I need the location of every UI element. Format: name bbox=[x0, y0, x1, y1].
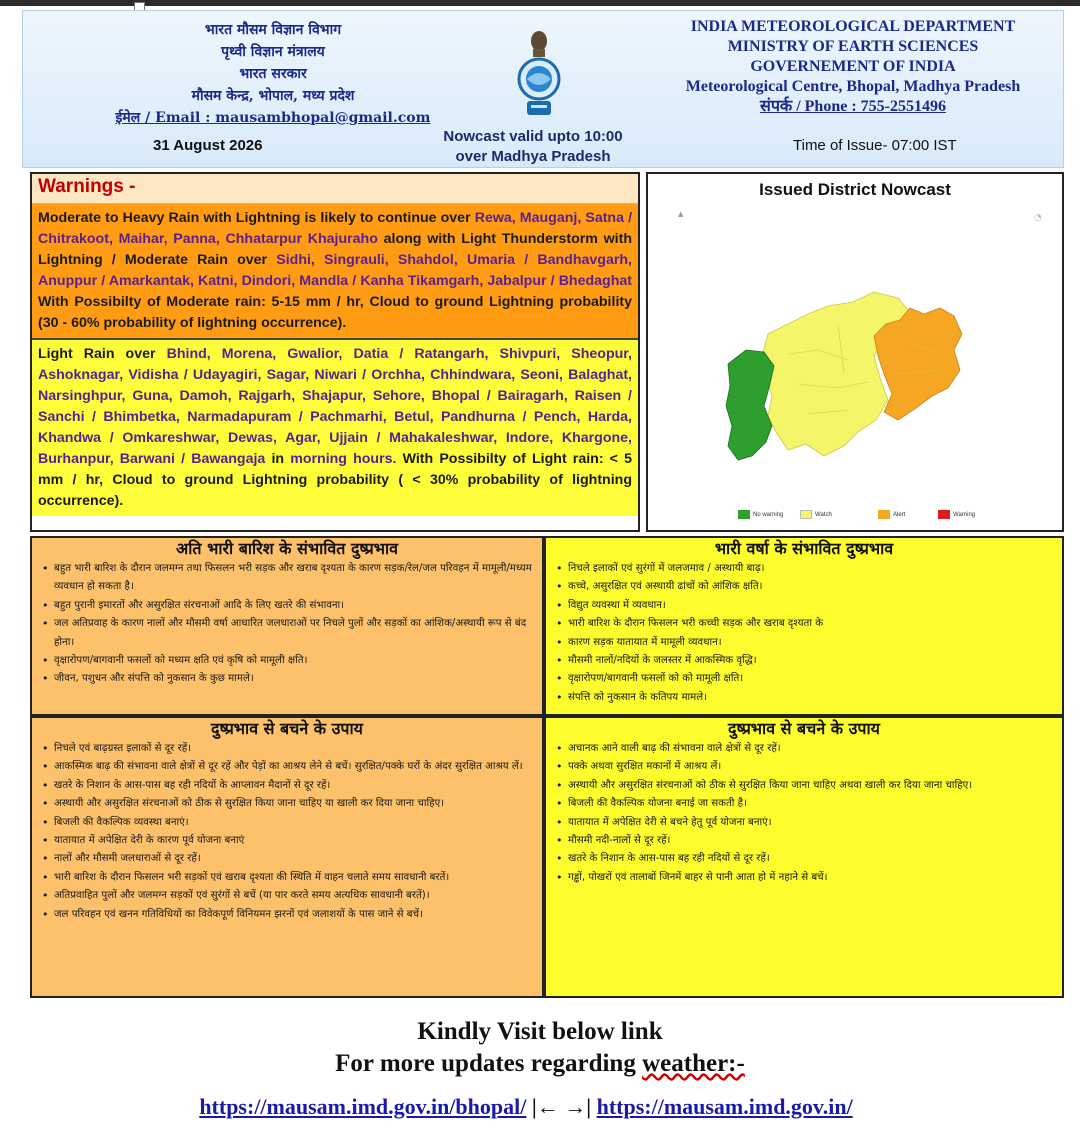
legend-warning: Warning bbox=[938, 510, 975, 519]
yellow-mid: in bbox=[271, 451, 285, 467]
yellow-districts: Bhind, Morena, Gwalior, Datia / Ratangarh, Shivpuri, Sheopur, Ashoknagar, Vidisha / Udayagiri, Sagar, Niwari / Orchha, Chhindwara, Seoni, Balaghat, Narsinghpur, Guna, Damoh, Rajgarh, Shajapur, Sehore, Bhopal / Bairagarh, Raisen / Sanchi / Bhimbetka, Narmadapuram / Pachmarhi, Betul, Pandhurna / Pench, Harda, Khandwa / Omkareshwar, Dewas, Agar, Ujjain / Mahakaleshwar, Indore, Khargone, Burhanpur, Barwani / Bawangaja bbox=[38, 346, 632, 467]
list-item: • बिजली की वैकल्पिक व्यवस्था बनाएं। bbox=[40, 814, 536, 832]
issue-time: Time of Issue- 07:00 IST bbox=[793, 137, 957, 154]
bhopal-link[interactable]: https://mausam.imd.gov.in/bhopal/ bbox=[199, 1094, 527, 1119]
list-item: • यातायात में अपेक्षित देरी से बचने हेतु पूर्व योजना बनाएं। bbox=[554, 814, 1056, 832]
national-emblem-icon bbox=[513, 27, 565, 123]
hindi-centre: मौसम केन्द्र, भोपाल, मध्य प्रदेश bbox=[191, 88, 355, 104]
hindi-ministry: पृथ्वी विज्ञान मंत्रालय bbox=[221, 44, 325, 60]
heavy-measures-title: दुष्प्रभाव से बचने के उपाय bbox=[211, 719, 363, 738]
heavy-measures-list bbox=[32, 740, 542, 924]
list-item: • वृक्षारोपण/बागवानी फसलों को को मामूली क्षति। bbox=[554, 670, 1056, 688]
yellow-warning-text bbox=[32, 338, 638, 516]
footer-message bbox=[0, 1016, 1080, 1080]
english-centre: Meteorological Centre, Bhopal, Madhya Pradesh bbox=[685, 78, 1021, 95]
legend-no-warning: No warning bbox=[738, 510, 783, 519]
list-item: • गड्ढों, पोखरों एवं तालाबों जिनमें बाहर से पानी आता हो में नहाने से बचें। bbox=[554, 869, 1056, 887]
map-title: Issued District Nowcast bbox=[759, 180, 951, 199]
rain-measures-list bbox=[546, 740, 1062, 887]
heavy-impacts-title: अति भारी बारिश के संभावित दुष्प्रभाव bbox=[176, 539, 398, 558]
map-region-alert bbox=[874, 308, 962, 420]
list-item: • जल अतिप्रवाह के कारण नालों और मौसमी वर्षा आधारित जलधाराओं पर निचले पुलों और सड़कों का आंशिक/अस्थायी रूप से बंद होना। bbox=[40, 615, 536, 652]
list-item: • कच्चे, असुरक्षित एवं अस्थायी ढांचों को आंशिक क्षति। bbox=[554, 578, 1056, 596]
heavy-rain-impacts bbox=[30, 536, 544, 716]
validity-line-2: over Madhya Pradesh bbox=[455, 148, 611, 165]
warnings-panel bbox=[30, 172, 640, 532]
heavy-rain-measures bbox=[30, 716, 544, 998]
footer-line-1: Kindly Visit below link bbox=[417, 1018, 663, 1045]
list-item: • खतरे के निशान के आस-पास बह रही नदियों से दूर रहें। bbox=[554, 850, 1056, 868]
english-govt: GOVERNEMENT OF INDIA bbox=[750, 58, 956, 75]
list-item: • यातायात में अपेक्षित देरी के कारण पूर्व योजना बनाएं bbox=[40, 832, 536, 850]
issue-date: 31 August 2026 bbox=[153, 137, 263, 154]
list-item: • खतरे के निशान के आस-पास बह रही नदियों के आप्लावन मैदानों से दूर रहें। bbox=[40, 777, 536, 795]
list-item: • वृक्षारोपण/बागवानी फसलों को मध्यम क्षति एवं कृषि को मामूली क्षति। bbox=[40, 652, 536, 670]
list-item: • अस्थायी और असुरक्षित संरचनाओं को ठीक से सुरक्षित किया जाना चाहिए या खाली कर दिया जाना चाहिए। bbox=[40, 795, 536, 813]
list-item: • अतिप्रवाहित पुलों और जलमग्न सड़कों एवं सुरंगों से बचें (या पार करते समय अत्यधिक सावधानी बरतें)। bbox=[40, 887, 536, 905]
orange-districts-2: Sidhi, Singrauli, Shahdol, Umaria / Bandhavgarh, Anuppur / Amarkantak, Katni, Dindori, Mandla / Kanha Tikamgarh, Jabalpur / Bhedaghat bbox=[38, 252, 632, 289]
list-item: • नालों और मौसमी जलधाराओं से दूर रहें। bbox=[40, 850, 536, 868]
list-item: • जल परिवहन एवं खनन गतिविधियों का विवेकपूर्ण विनियमन झरनों एवं जलाशयों के पास जाने से बचें। bbox=[40, 906, 536, 924]
map-region-no-warning bbox=[726, 350, 774, 460]
email-line[interactable]: ईमेल / Email : mausambhopal@gmail.com bbox=[115, 110, 431, 126]
hindi-dept: भारत मौसम विज्ञान विभाग bbox=[204, 22, 342, 38]
top-bar bbox=[0, 0, 1080, 6]
list-item: • आकस्मिक बाढ़ की संभावना वाले क्षेत्रों से दूर रहें और पेड़ों का आश्रय लेने से बचें। सुरक्षित/पक्के घरों के अंदर सुरक्षित आश्रय लें। bbox=[40, 758, 536, 776]
footer-line-2 bbox=[0, 1048, 1080, 1080]
list-item: • जीवन, पशुधन और संपत्ति को नुकसान के कुछ मामले। bbox=[40, 670, 536, 688]
list-item: • संपत्ति को नुकसान के कतिपय मामले। bbox=[554, 689, 1056, 707]
legend-alert: Alert bbox=[878, 510, 905, 519]
warnings-title: Warnings - bbox=[32, 174, 638, 204]
list-item: • बहुत पुरानी इमारतों और असुरक्षित संरचनाओं आदि के लिए खतरे की संभावना। bbox=[40, 597, 536, 615]
list-item: • भारी बारिश के दौरान फिसलन भरी सड़कों एवं खराब दृश्यता की स्थिति में वाहन चलाते समय सावधानी बरतें। bbox=[40, 869, 536, 887]
validity-line-1: Nowcast valid upto 10:00 bbox=[443, 128, 623, 145]
bulletin-header bbox=[22, 10, 1064, 168]
madhya-pradesh-map bbox=[648, 174, 1062, 530]
rain-impacts bbox=[544, 536, 1064, 716]
header-english bbox=[643, 17, 1063, 117]
english-ministry: MINISTRY OF EARTH SCIENCES bbox=[727, 38, 979, 55]
rain-impacts-title: भारी वर्षा के संभावित दुष्प्रभाव bbox=[714, 539, 894, 558]
heavy-impacts-list bbox=[32, 560, 542, 689]
hindi-govt: भारत सरकार bbox=[239, 66, 307, 82]
list-item: • बिजली की वैकल्पिक योजना बनाई जा सकती है। bbox=[554, 795, 1056, 813]
rain-measures-title: दुष्प्रभाव से बचने के उपाय bbox=[728, 719, 880, 738]
footer-links bbox=[0, 1094, 1052, 1120]
svg-text:◔: ◔ bbox=[1034, 213, 1042, 223]
footer-line-2b: weather:- bbox=[642, 1050, 745, 1077]
list-item: • विद्युत व्यवस्था में व्यवधान। bbox=[554, 597, 1056, 615]
district-nowcast-map bbox=[646, 172, 1064, 532]
yellow-end: With Possibilty of Light rain: < 5 mm / hr, Cloud to ground Lightning probability ( < 30% probability of lightning occurrence). bbox=[38, 451, 632, 509]
yellow-intro: Light Rain over bbox=[38, 346, 156, 362]
orange-mid: along with Light Thunderstorm with Lightning / Moderate Rain over bbox=[38, 231, 632, 268]
validity-text bbox=[413, 127, 653, 167]
orange-warning-text bbox=[32, 204, 638, 338]
rain-measures bbox=[544, 716, 1064, 998]
imd-home-link[interactable]: https://mausam.imd.gov.in/ bbox=[596, 1094, 853, 1119]
svg-text:▲: ▲ bbox=[678, 210, 684, 218]
orange-intro: Moderate to Heavy Rain with Lightning is likely to continue over bbox=[38, 210, 471, 226]
orange-districts-1: Rewa, Mauganj, Satna / Chitrakoot, Maihar, Panna, Chhatarpur Khajuraho bbox=[38, 210, 633, 247]
yellow-when: morning hours. bbox=[290, 451, 397, 467]
phone-line[interactable]: संपर्क / Phone : 755-2551496 bbox=[760, 98, 946, 115]
list-item: • निचले इलाकों एवं सुरंगों में जलजमाव / अस्थायी बाढ़। bbox=[554, 560, 1056, 578]
rain-impacts-list bbox=[546, 560, 1062, 707]
list-item: • बहुत भारी बारिश के दौरान जलमग्न तथा फिसलन भरी सड़क और खराब दृश्यता के कारण सड़क/रेल/जल परिवहन में मामूली/मध्यम व्यवधान हो सकता है। bbox=[40, 560, 536, 597]
footer-line-2a: For more updates regarding bbox=[335, 1050, 636, 1077]
link-separator-left: |← bbox=[531, 1094, 559, 1119]
list-item: • भारी बारिश के दौरान फिसलन भरी कच्ची सड़क और खराब दृश्यता के bbox=[554, 615, 1056, 633]
list-item: • कारण सड़क यातायात में मामूली व्यवधान। bbox=[554, 634, 1056, 652]
map-legend bbox=[738, 510, 1058, 524]
english-dept: INDIA METEOROLOGICAL DEPARTMENT bbox=[690, 18, 1016, 35]
list-item: • अचानक आने वाली बाढ़ की संभावना वाले क्षेत्रों से दूर रहें। bbox=[554, 740, 1056, 758]
list-item: • निचले एवं बाढ़ग्रस्त इलाकों से दूर रहें। bbox=[40, 740, 536, 758]
header-hindi bbox=[93, 19, 453, 129]
list-item: • पक्के अथवा सुरक्षित मकानों में आश्रय लें। bbox=[554, 758, 1056, 776]
orange-end: With Possibilty of Moderate rain: 5-15 mm / hr, Cloud to ground Lightning probability (30 - 60% probability of lightning occurrence). bbox=[38, 294, 632, 331]
list-item: • मौसमी नदी-नालों से दूर रहें। bbox=[554, 832, 1056, 850]
list-item: • मौसमी नालों/नदियों के जलस्तर में आकस्मिक वृद्धि। bbox=[554, 652, 1056, 670]
list-item: • अस्थायी और असुरक्षित संरचनाओं को ठीक से सुरक्षित किया जाना चाहिए अथवा खाली कर दिया जाना चाहिए। bbox=[554, 777, 1056, 795]
nowcast-bulletin bbox=[22, 10, 1064, 1026]
legend-watch: Watch bbox=[800, 510, 832, 519]
link-separator-right: →| bbox=[564, 1094, 592, 1119]
